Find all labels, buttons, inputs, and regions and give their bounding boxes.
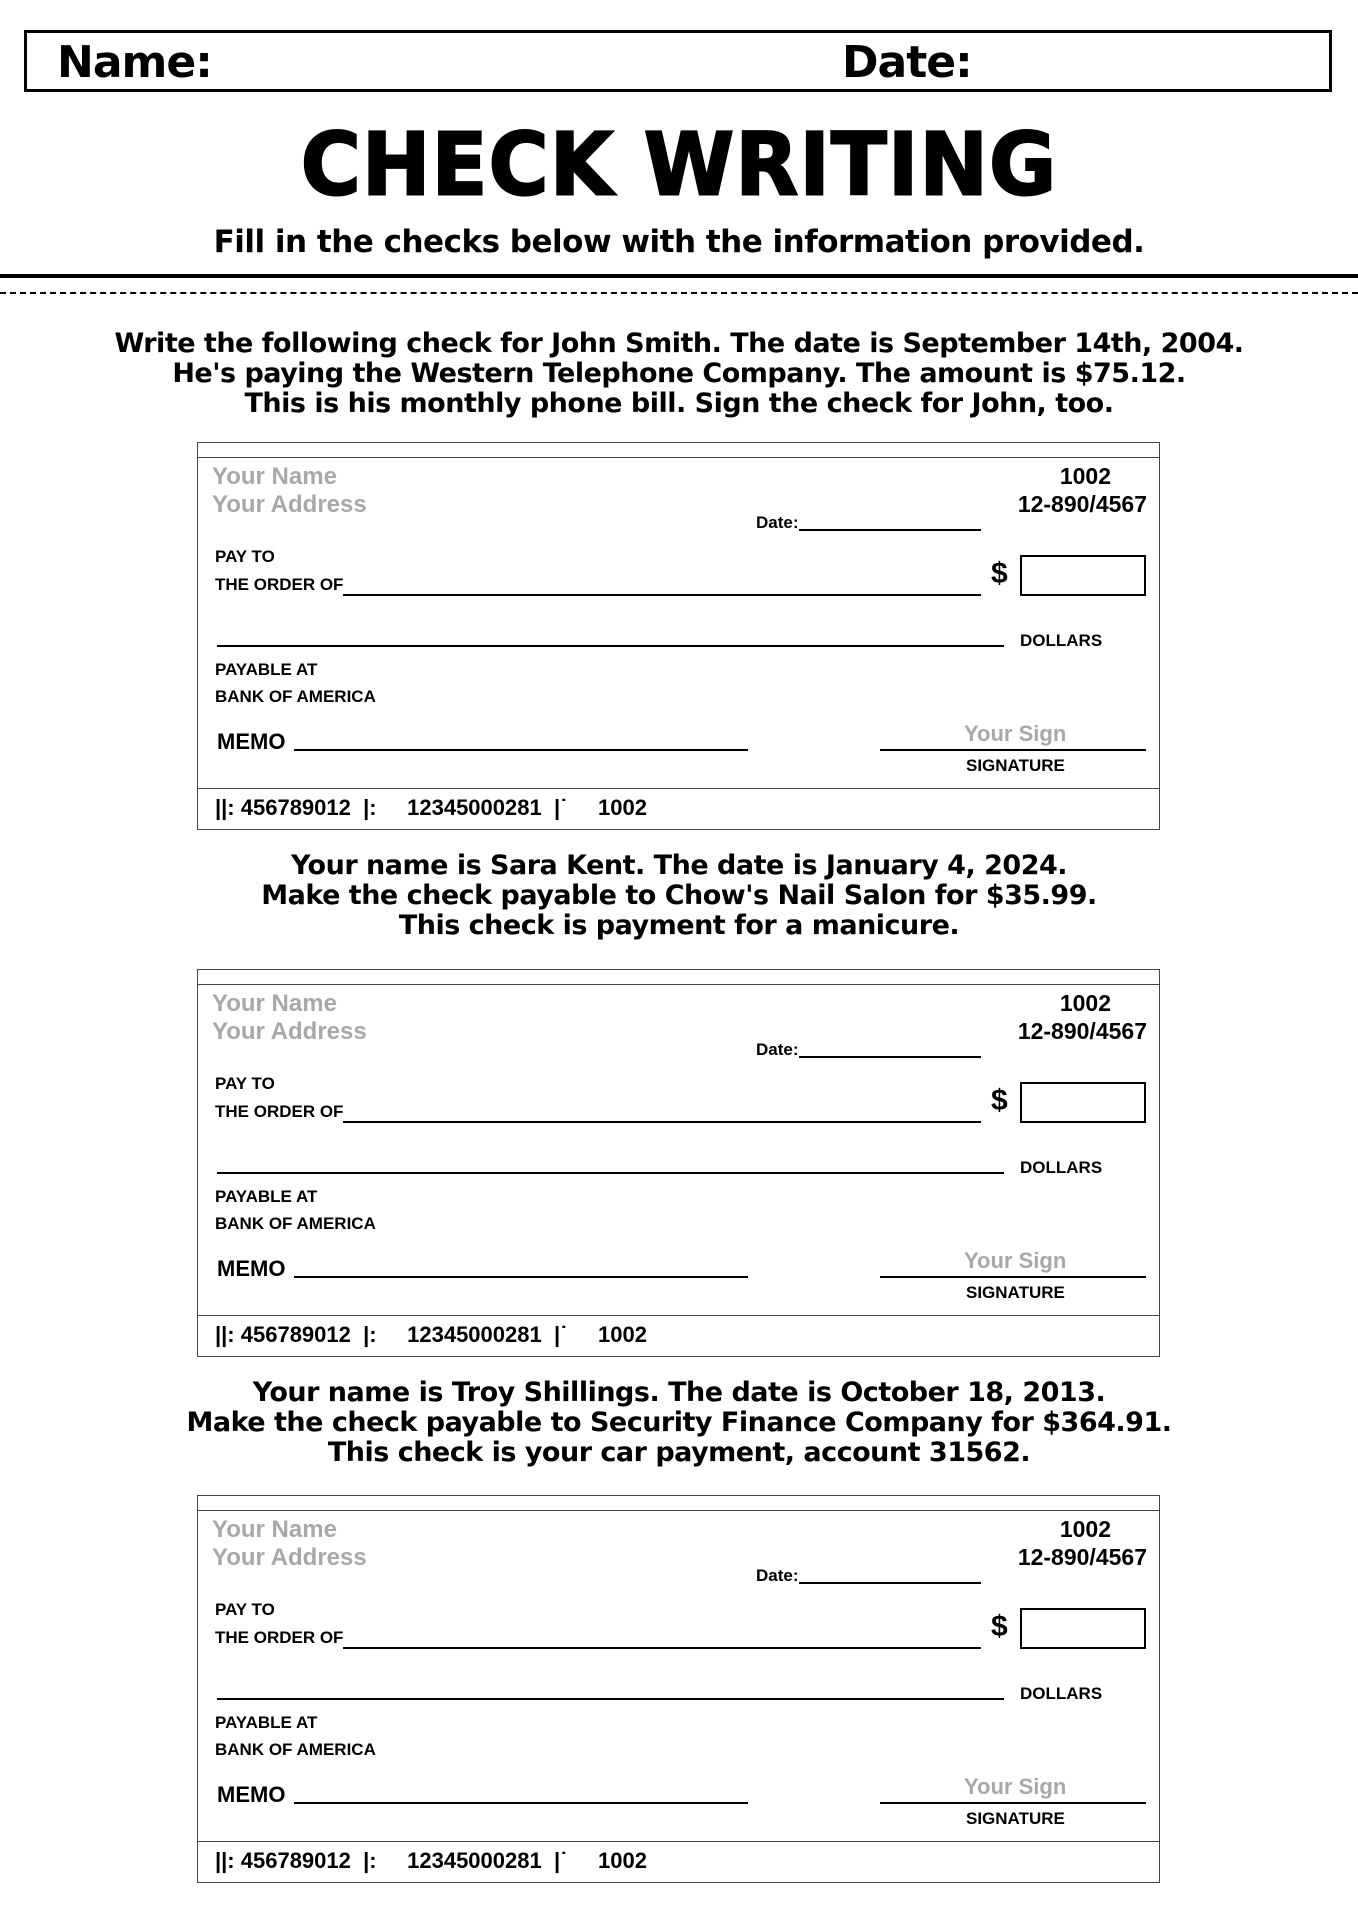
check-form-2 bbox=[197, 969, 1160, 1357]
check-date-label: Date: bbox=[756, 513, 799, 532]
amount-field[interactable] bbox=[1020, 555, 1146, 596]
check-top-rule bbox=[198, 984, 1159, 985]
check-number: 1002 bbox=[1059, 1516, 1111, 1542]
check-number: 1002 bbox=[1059, 463, 1111, 489]
amount-field[interactable] bbox=[1020, 1608, 1146, 1649]
check-date-label: Date: bbox=[756, 1040, 799, 1059]
instruction-line: This check is your car payment, account 31562. bbox=[327, 1437, 1031, 1468]
instruction-line: Your name is Sara Kent. The date is January 4, 2024. bbox=[290, 850, 1068, 881]
signature-field[interactable] bbox=[880, 1276, 1146, 1278]
check-form-1 bbox=[197, 442, 1160, 830]
check-top-rule bbox=[198, 457, 1159, 458]
memo-label: MEMO bbox=[217, 1782, 286, 1807]
dollar-sign: $ bbox=[991, 557, 1008, 590]
your-sign-placeholder: Your Sign bbox=[964, 1248, 1067, 1273]
pay-to-label: PAY TO bbox=[215, 1074, 275, 1093]
check-date-field[interactable] bbox=[799, 1056, 981, 1058]
check-bottom-rule bbox=[198, 788, 1159, 789]
your-address-placeholder: Your Address bbox=[212, 1544, 367, 1571]
check-date-label: Date: bbox=[756, 1566, 799, 1585]
signature-field[interactable] bbox=[880, 749, 1146, 751]
divider-dashed bbox=[0, 292, 1358, 294]
check-bottom-rule bbox=[198, 1841, 1159, 1842]
instruction-block-3 bbox=[0, 1378, 1358, 1468]
dollars-label: DOLLARS bbox=[1020, 1158, 1103, 1177]
signature-label: SIGNATURE bbox=[966, 1283, 1065, 1302]
your-address-placeholder: Your Address bbox=[212, 491, 367, 518]
amount-words-field[interactable] bbox=[217, 1698, 1004, 1700]
payable-at-label: PAYABLE AT bbox=[215, 1713, 318, 1732]
micr-line: ||: 456789012 |: 12345000281 |˙ 1002 bbox=[215, 1322, 647, 1347]
payee-field[interactable] bbox=[343, 594, 981, 596]
instruction-block-2 bbox=[0, 851, 1358, 941]
micr-line: ||: 456789012 |: 12345000281 |˙ 1002 bbox=[215, 1848, 647, 1873]
check-date-field[interactable] bbox=[799, 1582, 981, 1584]
amount-words-field[interactable] bbox=[217, 645, 1004, 647]
signature-label: SIGNATURE bbox=[966, 756, 1065, 775]
check-form-3 bbox=[197, 1495, 1160, 1883]
your-name-placeholder: Your Name bbox=[212, 990, 337, 1017]
dollar-sign: $ bbox=[991, 1610, 1008, 1643]
check-date-field[interactable] bbox=[799, 529, 981, 531]
dollars-label: DOLLARS bbox=[1020, 631, 1103, 650]
amount-field[interactable] bbox=[1020, 1082, 1146, 1123]
instruction-line: Write the following check for John Smith. The date is September 14th, 2004. bbox=[114, 328, 1244, 359]
page-title: CHECK WRITING bbox=[300, 115, 1058, 216]
instruction-line: Your name is Troy Shillings. The date is October 18, 2013. bbox=[252, 1377, 1106, 1408]
instruction-line: He's paying the Western Telephone Company. The amount is $75.12. bbox=[172, 358, 1186, 389]
memo-field[interactable] bbox=[294, 749, 748, 751]
name-label: Name: bbox=[57, 37, 212, 88]
memo-label: MEMO bbox=[217, 729, 286, 754]
check-top-rule bbox=[198, 1510, 1159, 1511]
name-date-box bbox=[24, 30, 1332, 92]
instruction-line: Make the check payable to Security Finance Company for $364.91. bbox=[186, 1407, 1172, 1438]
order-of-label: THE ORDER OF bbox=[215, 1628, 344, 1647]
order-of-label: THE ORDER OF bbox=[215, 575, 344, 594]
routing-fraction: 12-890/4567 bbox=[1017, 491, 1147, 517]
micr-line: ||: 456789012 |: 12345000281 |˙ 1002 bbox=[215, 795, 647, 820]
dollars-label: DOLLARS bbox=[1020, 1684, 1103, 1703]
pay-to-label: PAY TO bbox=[215, 547, 275, 566]
payable-at-label: PAYABLE AT bbox=[215, 1187, 318, 1206]
instruction-line: Make the check payable to Chow's Nail Salon for $35.99. bbox=[261, 880, 1097, 911]
divider-solid bbox=[0, 274, 1358, 278]
bank-name: BANK OF AMERICA bbox=[215, 1214, 376, 1233]
memo-field[interactable] bbox=[294, 1802, 748, 1804]
bank-name: BANK OF AMERICA bbox=[215, 1740, 376, 1759]
amount-words-field[interactable] bbox=[217, 1172, 1004, 1174]
routing-fraction: 12-890/4567 bbox=[1017, 1544, 1147, 1570]
signature-field[interactable] bbox=[880, 1802, 1146, 1804]
your-name-placeholder: Your Name bbox=[212, 1516, 337, 1543]
your-address-placeholder: Your Address bbox=[212, 1018, 367, 1045]
instruction-block-1 bbox=[0, 329, 1358, 419]
payee-field[interactable] bbox=[343, 1121, 981, 1123]
order-of-label: THE ORDER OF bbox=[215, 1102, 344, 1121]
check-number: 1002 bbox=[1059, 990, 1111, 1016]
payee-field[interactable] bbox=[343, 1647, 981, 1649]
your-sign-placeholder: Your Sign bbox=[964, 721, 1067, 746]
check-bottom-rule bbox=[198, 1315, 1159, 1316]
date-label: Date: bbox=[842, 37, 972, 88]
dollar-sign: $ bbox=[991, 1084, 1008, 1117]
instruction-line: This is his monthly phone bill. Sign the check for John, too. bbox=[244, 388, 1114, 419]
signature-label: SIGNATURE bbox=[966, 1809, 1065, 1828]
payable-at-label: PAYABLE AT bbox=[215, 660, 318, 679]
your-name-placeholder: Your Name bbox=[212, 463, 337, 490]
your-sign-placeholder: Your Sign bbox=[964, 1774, 1067, 1799]
memo-label: MEMO bbox=[217, 1256, 286, 1281]
bank-name: BANK OF AMERICA bbox=[215, 687, 376, 706]
routing-fraction: 12-890/4567 bbox=[1017, 1018, 1147, 1044]
memo-field[interactable] bbox=[294, 1276, 748, 1278]
instruction-line: This check is payment for a manicure. bbox=[398, 910, 960, 941]
page-subtitle: Fill in the checks below with the information provided. bbox=[213, 224, 1145, 260]
pay-to-label: PAY TO bbox=[215, 1600, 275, 1619]
